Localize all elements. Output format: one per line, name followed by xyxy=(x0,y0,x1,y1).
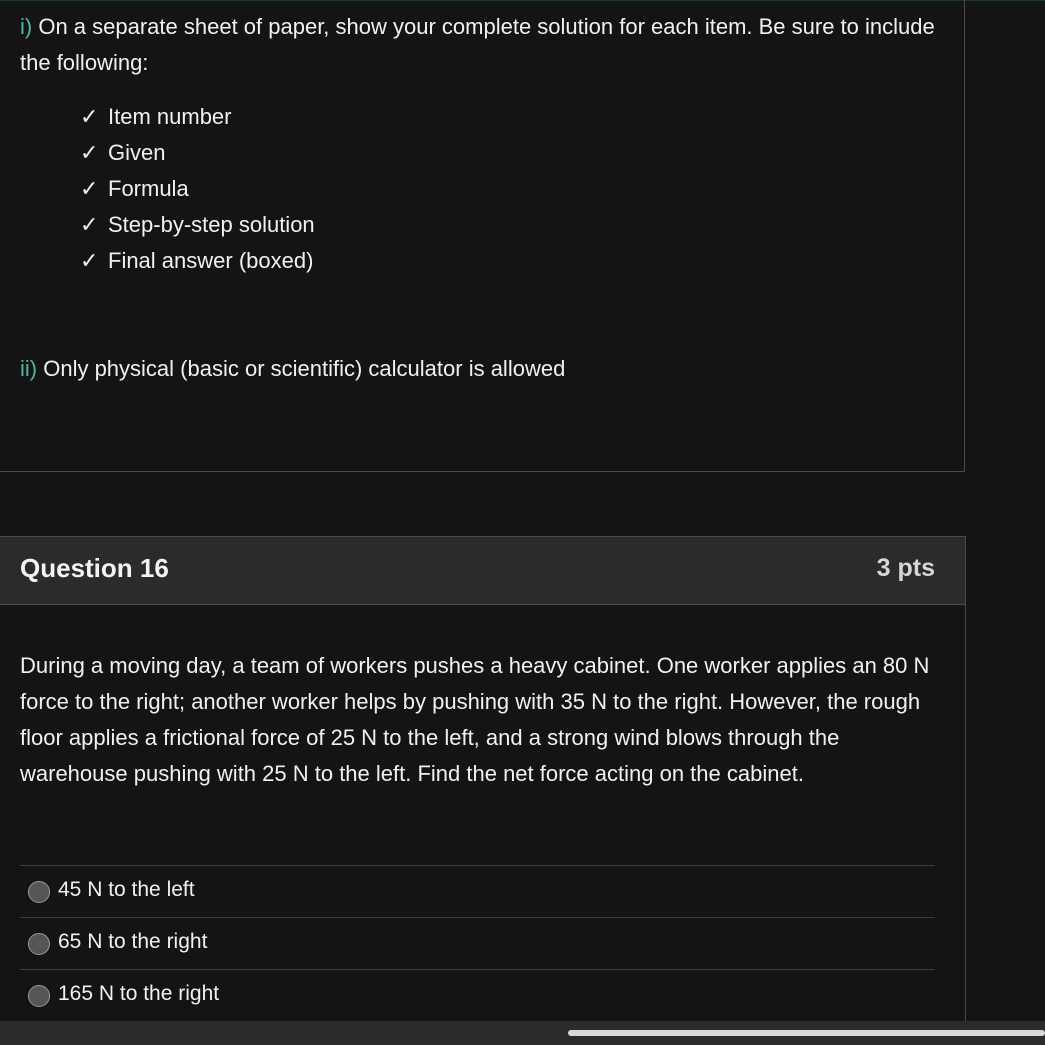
checklist-item xyxy=(80,171,315,207)
checklist-label: Final answer (boxed) xyxy=(108,248,314,273)
checklist-label: Item number xyxy=(108,104,232,129)
check-icon: ✓ xyxy=(80,104,99,129)
instruction-marker-1: i) xyxy=(20,14,33,39)
answer-options xyxy=(20,865,935,1021)
radio-button[interactable] xyxy=(28,881,50,903)
checklist-item xyxy=(80,135,315,171)
horizontal-scrollbar[interactable] xyxy=(0,1021,1045,1045)
radio-button[interactable] xyxy=(28,933,50,955)
check-icon: ✓ xyxy=(80,176,99,201)
question-points: 3 pts xyxy=(876,554,935,582)
check-icon: ✓ xyxy=(80,248,99,273)
requirements-checklist xyxy=(80,99,315,279)
radio-button[interactable] xyxy=(28,985,50,1007)
question-16-card xyxy=(0,536,966,1036)
check-icon: ✓ xyxy=(80,212,99,237)
scrollbar-thumb[interactable] xyxy=(568,1030,1045,1036)
instruction-marker-2: ii) xyxy=(20,356,38,381)
question-title: Question 16 xyxy=(20,553,169,583)
answer-option-2[interactable] xyxy=(20,917,935,969)
question-text: During a moving day, a team of workers pushes a heavy cabinet. One worker applies an 80 N force to the right; another worker helps by pushing with 35 N to the right. However, the rough floor applies a frictional force of 25 N to the left, and a strong wind blows through the warehouse pushing with 25 N to the left. Find the net force acting on the cabinet. xyxy=(20,653,930,786)
checklist-label: Given xyxy=(108,140,166,165)
checklist-item xyxy=(80,99,315,135)
check-icon: ✓ xyxy=(80,140,99,165)
checklist-item xyxy=(80,243,315,279)
answer-label[interactable]: 45 N to the left xyxy=(58,878,195,901)
instruction-item-1 xyxy=(20,9,940,81)
answer-label[interactable]: 165 N to the right xyxy=(58,982,220,1005)
question-header xyxy=(0,536,966,605)
checklist-item xyxy=(80,207,315,243)
answer-option-1[interactable] xyxy=(20,865,935,917)
instruction-text-2: Only physical (basic or scientific) calculator is allowed xyxy=(37,356,566,381)
checklist-label: Formula xyxy=(108,176,189,201)
instruction-text-1: On a separate sheet of paper, show your complete solution for each item. Be sure to include the following: xyxy=(20,14,935,75)
answer-label[interactable]: 65 N to the right xyxy=(58,930,208,953)
instruction-item-2 xyxy=(20,351,565,387)
instructions-panel xyxy=(0,0,965,472)
checklist-label: Step-by-step solution xyxy=(108,212,315,237)
answer-option-3[interactable] xyxy=(20,969,935,1021)
